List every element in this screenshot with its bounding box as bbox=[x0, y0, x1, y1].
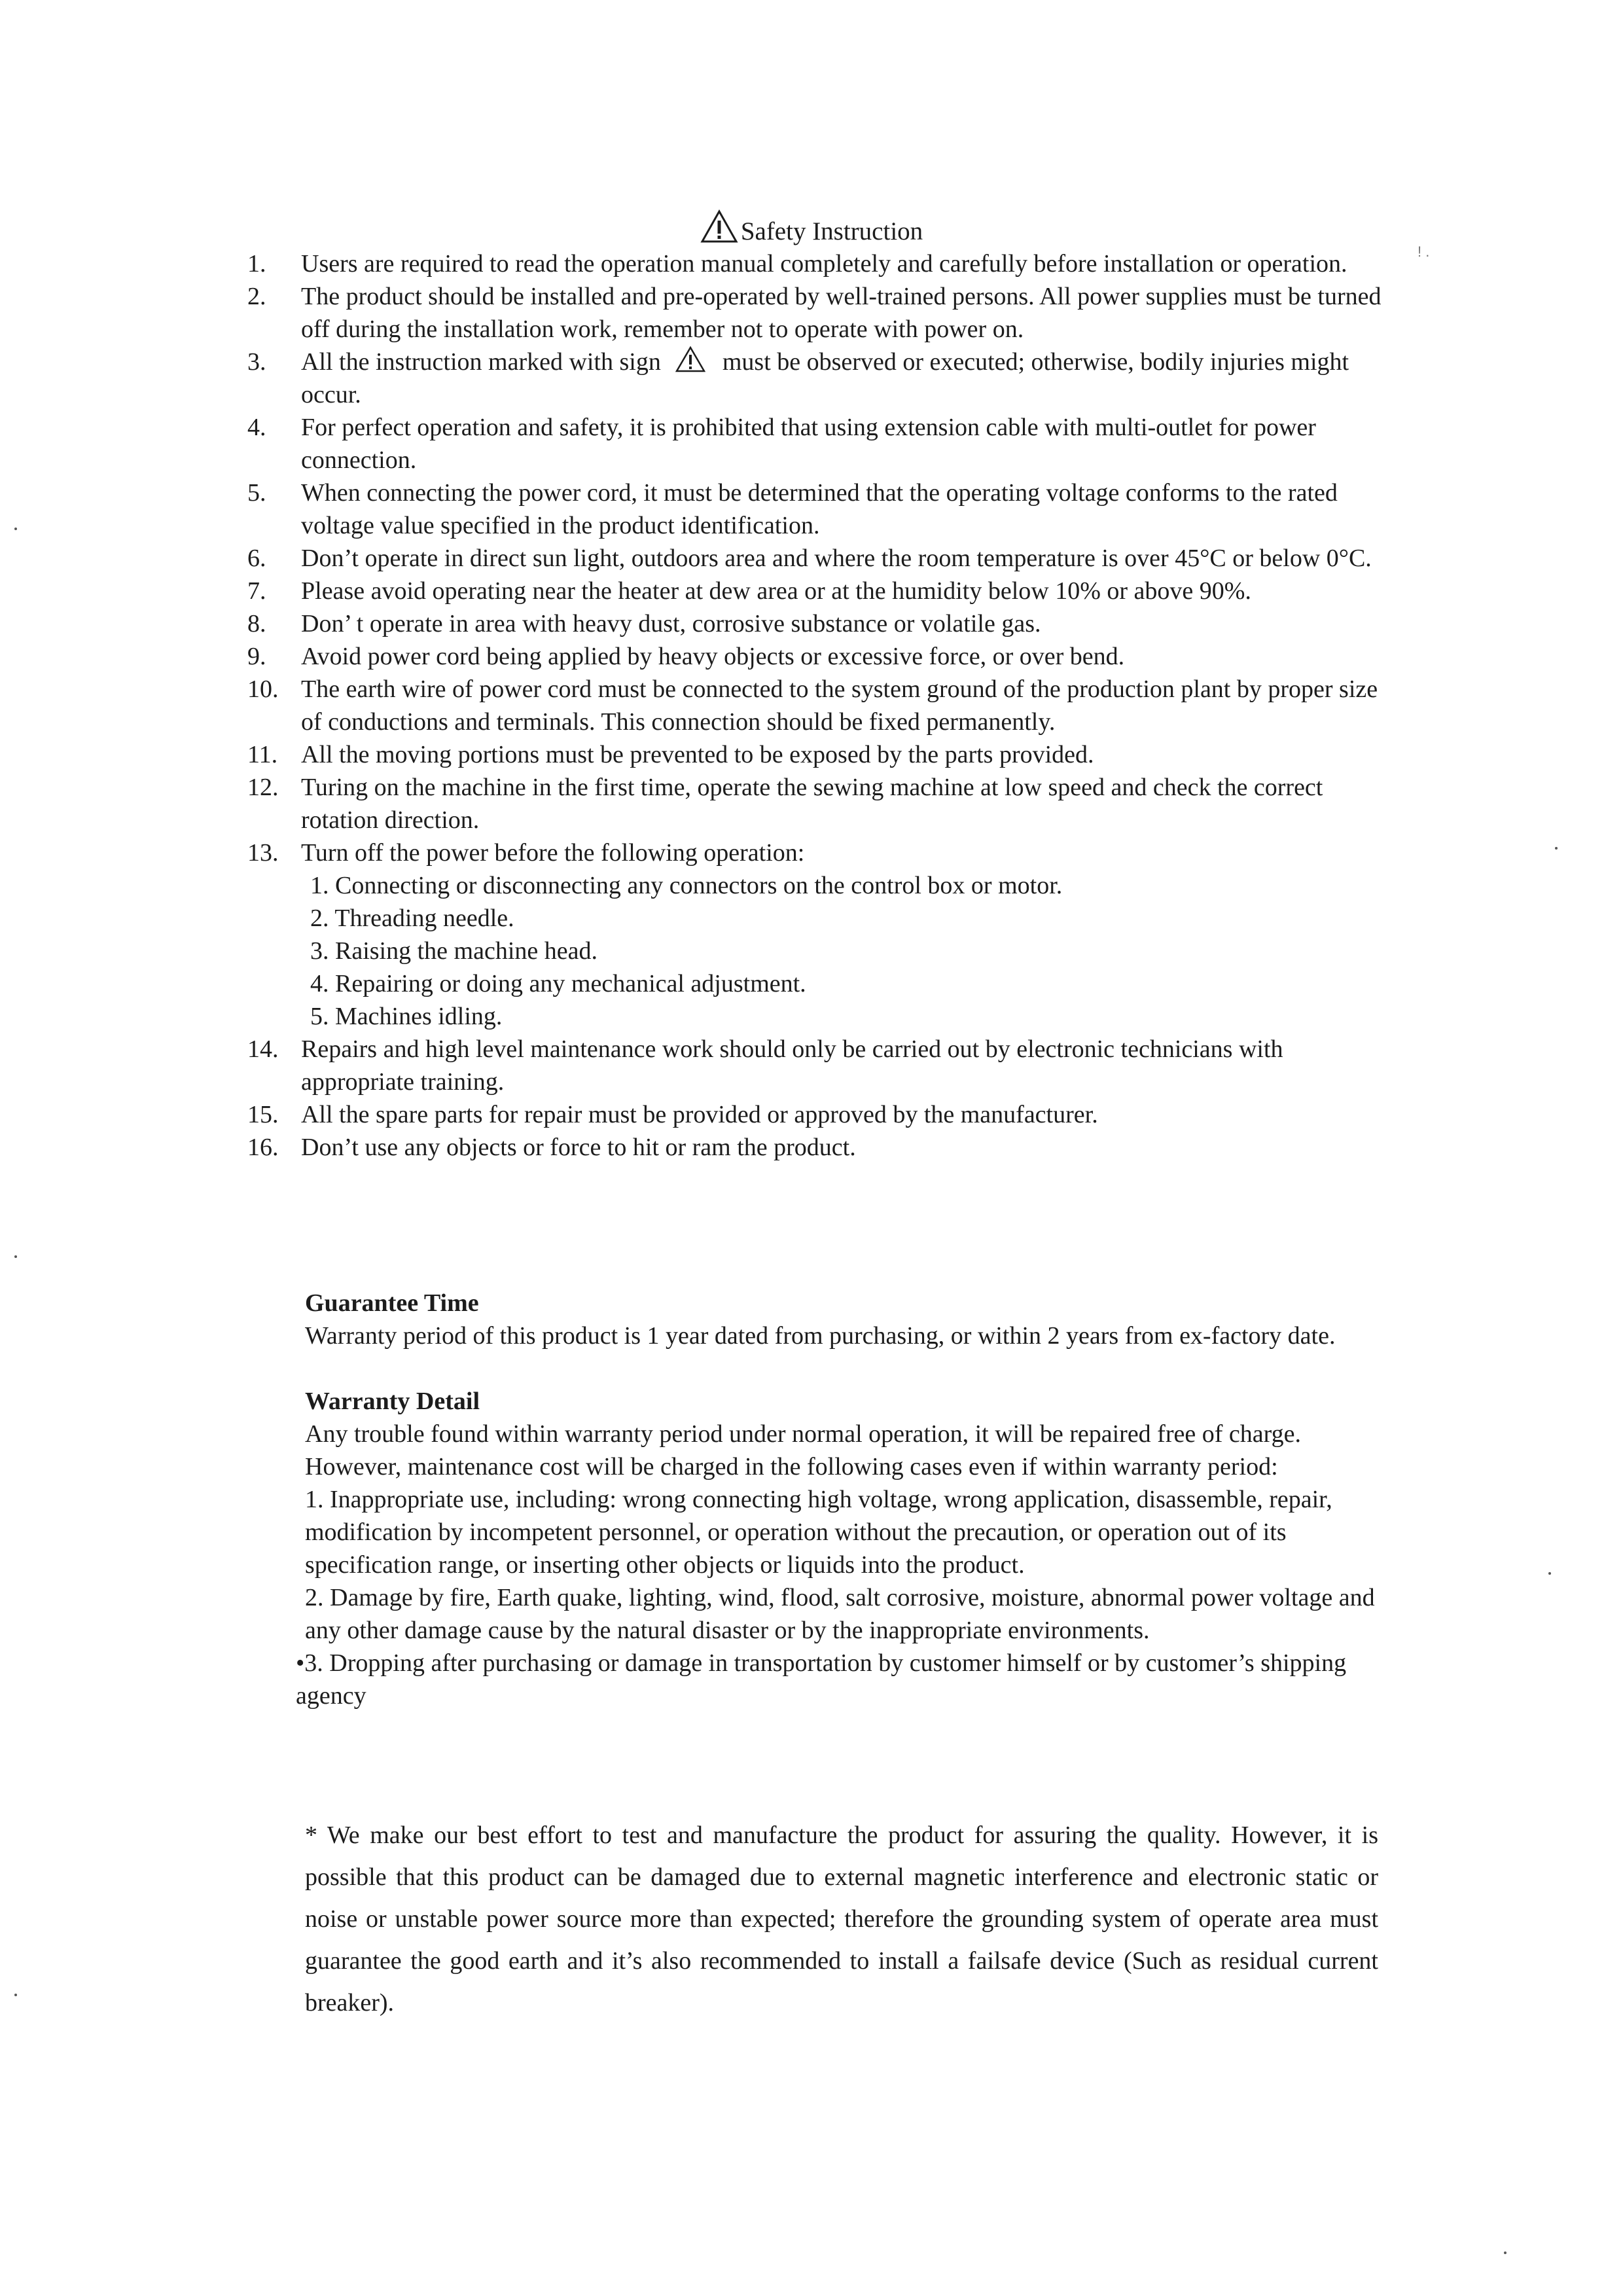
list-item: 11. All the moving portions must be prevented to be exposed by the parts provided. bbox=[247, 741, 1094, 768]
warranty-section bbox=[296, 1385, 1378, 1712]
sub-item: 5. Machines idling. bbox=[310, 1003, 503, 1030]
page-title bbox=[0, 209, 1623, 251]
guarantee-text: Warranty period of this product is 1 year dated from purchasing, or within 2 years from ex-factory date. bbox=[305, 1322, 1336, 1350]
list-item: 9. Avoid power cord being applied by heavy objects or excessive force, or over bend. bbox=[247, 643, 1125, 670]
list-item: 4. For perfect operation and safety, it is prohibited that using extension cable with multi-outlet for power connection. bbox=[247, 414, 1316, 474]
sub-item: 2. Threading needle. bbox=[310, 905, 514, 932]
sub-item: 3. Raising the machine head. bbox=[310, 937, 597, 965]
scan-speck bbox=[14, 1255, 17, 1258]
list-item: 13. Turn off the power before the following operation: 1. Connecting or disconnecting any connectors on the control box or motor. 2. Threading needle. 3. Raising the machine head. 4. Repairing or doing any mechanical adjustment. 5. Machines idling. bbox=[247, 836, 1399, 1033]
safety-list bbox=[247, 247, 1399, 1164]
sub-item: 1. Connecting or disconnecting any connectors on the control box or motor. bbox=[310, 872, 1063, 899]
quality-note: * We make our best effort to test and manufacture the product for assuring the quality. However, it is possible that this product can be damaged due to external magnetic interference and electronic static or noise or unstable power source more than expected; therefore the grounding system of operate area must guarantee the good earth and it’s also recommended to install a failsafe device (Such as residual current breaker). bbox=[305, 1821, 1378, 2017]
list-item: 14. Repairs and high level maintenance work should only be carried out by electronic technicians with appropriate training. bbox=[247, 1035, 1283, 1096]
margin-mark: ! . bbox=[1418, 243, 1430, 260]
warning-triangle-icon bbox=[700, 209, 738, 243]
list-item: 8. Don’ t operate in area with heavy dust, corrosive substance or volatile gas. bbox=[247, 610, 1041, 637]
warranty-intro: Any trouble found within warranty period under normal operation, it will be repaired free of charge. However, maintenance cost will be charged in the following cases even if within warranty period: bbox=[305, 1420, 1301, 1480]
list-item: 7. Please avoid operating near the heater at dew area or at the humidity below 10% or above 90%. bbox=[247, 577, 1251, 605]
scan-speck bbox=[1504, 2251, 1507, 2254]
list-item: 15. All the spare parts for repair must be provided or approved by the manufacturer. bbox=[247, 1101, 1098, 1128]
list-item: 10. The earth wire of power cord must be connected to the system ground of the production plant by proper size of conductions and terminals. This connection should be fixed permanently. bbox=[247, 675, 1378, 736]
list-item: 12. Turing on the machine in the first time, operate the sewing machine at low speed and check the correct rotation direction. bbox=[247, 774, 1323, 834]
scan-speck bbox=[1548, 1572, 1551, 1575]
warranty-case: •3. Dropping after purchasing or damage in transportation by customer himself or by customer’s shipping agency bbox=[296, 1649, 1347, 1710]
scan-speck bbox=[14, 1994, 17, 1996]
list-item: 5. When connecting the power cord, it must be determined that the operating voltage conforms to the rated voltage value specified in the product identification. bbox=[247, 479, 1338, 539]
sub-list bbox=[301, 869, 1399, 1033]
warranty-case: 1. Inappropriate use, including: wrong connecting high voltage, wrong application, disassemble, repair, modification by incompetent personnel, or operation without the precaution, or operation out of its specification range, or inserting other objects or liquids into the product. bbox=[305, 1486, 1332, 1579]
warning-triangle-icon bbox=[675, 346, 705, 372]
list-item: 2. The product should be installed and pre-operated by well-trained persons. All power supplies must be turned off during the installation work, remember not to operate with power on. bbox=[247, 283, 1382, 343]
sub-item: 4. Repairing or doing any mechanical adjustment. bbox=[310, 970, 806, 997]
warranty-case: 2. Damage by fire, Earth quake, lighting, wind, flood, salt corrosive, moisture, abnormal power voltage and any other damage cause by the natural disaster or by the inappropriate environments. bbox=[305, 1584, 1375, 1644]
list-item: 3. All the instruction marked with sign must be observed or executed; otherwise, bodily injuries might occur. bbox=[247, 346, 1399, 411]
scan-speck bbox=[14, 528, 17, 530]
list-item: 1. Users are required to read the operation manual completely and carefully before installation or operation. bbox=[247, 250, 1347, 278]
list-item: 6. Don’t operate in direct sun light, outdoors area and where the room temperature is over 45°C or below 0°C. bbox=[247, 545, 1372, 572]
title-text: Safety Instruction bbox=[740, 217, 923, 245]
scan-speck bbox=[1555, 847, 1558, 850]
list-item: 16. Don’t use any objects or force to hit or ram the product. bbox=[247, 1134, 856, 1161]
guarantee-section bbox=[305, 1287, 1378, 1352]
warranty-heading: Warranty Detail bbox=[305, 1388, 480, 1415]
guarantee-heading: Guarantee Time bbox=[305, 1289, 479, 1317]
